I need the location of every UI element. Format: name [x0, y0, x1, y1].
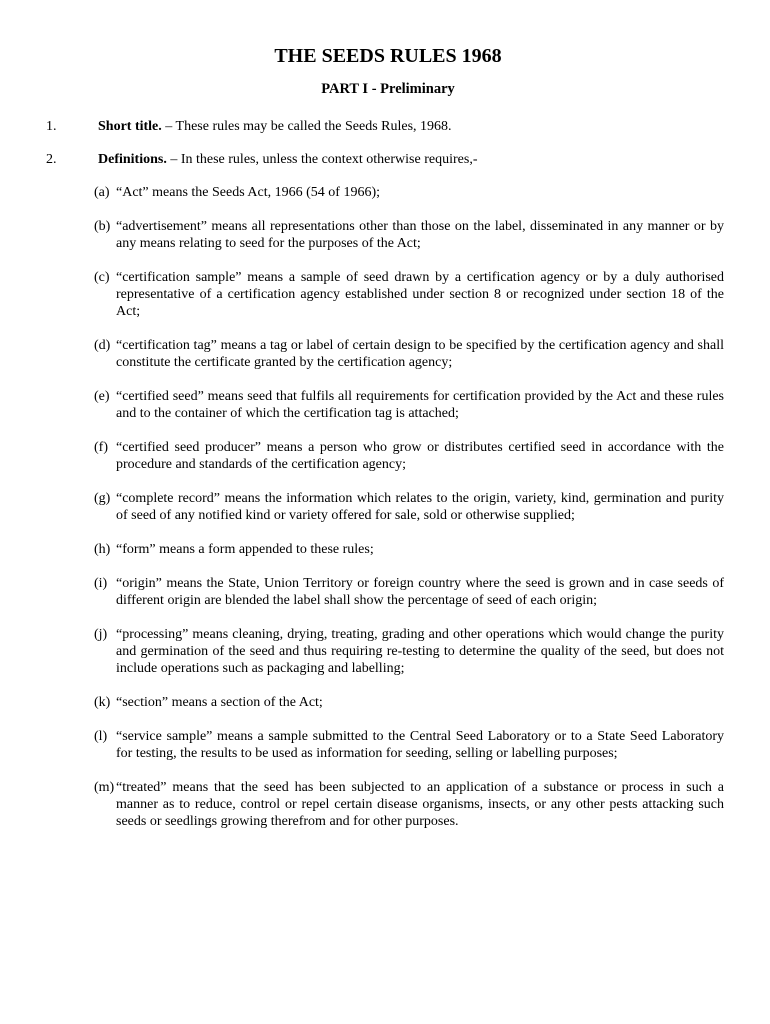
part-heading: PART I - Preliminary — [321, 81, 455, 97]
definition-item — [94, 728, 724, 762]
section-heading: Short title. — [98, 119, 162, 134]
section-body — [98, 151, 477, 168]
definition-text: “certification sample” means a sample of seed drawn by a certification agency or by a duly authorised representative of a certification agency established under section 8 or recognized under section 18 of the Act; — [116, 270, 724, 319]
definition-text: “section” means a section of the Act; — [116, 695, 323, 710]
section-heading: Definitions. — [98, 152, 167, 167]
definition-text: “processing” means cleaning, drying, treating, grading and other operations which would change the purity and germination of the seed and thus requiring re-testing to determine the quality of the seed, but does not include operations such as packaging and labelling; — [116, 627, 724, 676]
definition-label: (a) — [94, 185, 110, 200]
definitions-list — [94, 184, 724, 847]
definition-text: “service sample” means a sample submitted to the Central Seed Laboratory or to a State Seed Laboratory for testing, the results to be used as information for seeding, selling or labelling purposes; — [116, 729, 724, 761]
definition-label: (e) — [94, 389, 110, 404]
definition-item — [94, 490, 724, 524]
definition-item — [94, 779, 724, 830]
definition-text: “complete record” means the information which relates to the origin, variety, kind, germination and purity of seed of any notified kind or variety offered for sale, sold or otherwise supplied; — [116, 491, 724, 523]
definition-item — [94, 337, 724, 371]
definition-text: “Act” means the Seeds Act, 1966 (54 of 1966); — [116, 185, 380, 200]
definition-label: (h) — [94, 542, 111, 557]
definition-item — [94, 541, 724, 558]
section-number: 2. — [46, 152, 57, 167]
definition-item — [94, 388, 724, 422]
section-text: – These rules may be called the Seeds Rules, 1968. — [161, 119, 452, 134]
definition-item — [94, 575, 724, 609]
document-title: THE SEEDS RULES 1968 — [274, 45, 502, 67]
definition-label: (d) — [94, 338, 111, 353]
definition-label: (i) — [94, 576, 108, 591]
section-number: 1. — [46, 119, 57, 134]
definition-label: (j) — [94, 627, 108, 642]
definition-item — [94, 439, 724, 473]
definition-label: (l) — [94, 729, 108, 744]
definition-item — [94, 626, 724, 677]
definition-text: “certification tag” means a tag or label of certain design to be specified by the certification agency and shall constitute the certificate granted by the certification agency; — [116, 338, 724, 370]
definition-text: “treated” means that the seed has been subjected to an application of a substance or process in such a manner as to reduce, control or repel certain disease organisms, insects, or any other pests attacking such seeds or seedlings growing therefrom and for other purposes. — [116, 780, 724, 829]
definition-label: (m) — [94, 780, 115, 795]
definition-label: (k) — [94, 695, 111, 710]
definition-label: (f) — [94, 440, 108, 455]
definition-label: (g) — [94, 491, 111, 506]
definition-item — [94, 218, 724, 252]
definition-text: “certified seed” means seed that fulfils all requirements for certification provided by the Act and these rules and to the container of which the certification tag is attached; — [116, 389, 724, 421]
section-text: – In these rules, unless the context otherwise requires,- — [166, 152, 478, 167]
section-body — [98, 118, 452, 135]
definition-text: “certified seed producer” means a person who grow or distributes certified seed in accordance with the procedure and standards of the certification agency; — [116, 440, 724, 472]
definition-item — [94, 184, 724, 201]
definition-text: “advertisement” means all representations other than those on the label, disseminated in any manner or by any means relating to seed for the purposes of the Act; — [116, 219, 724, 251]
definition-item — [94, 694, 724, 711]
definition-label: (b) — [94, 219, 111, 234]
definition-text: “form” means a form appended to these rules; — [116, 542, 374, 557]
definition-label: (c) — [94, 270, 110, 285]
definition-item — [94, 269, 724, 320]
definition-text: “origin” means the State, Union Territory or foreign country where the seed is grown and in case seeds of different origin are blended the label shall show the percentage of seed of each origin; — [116, 576, 724, 608]
